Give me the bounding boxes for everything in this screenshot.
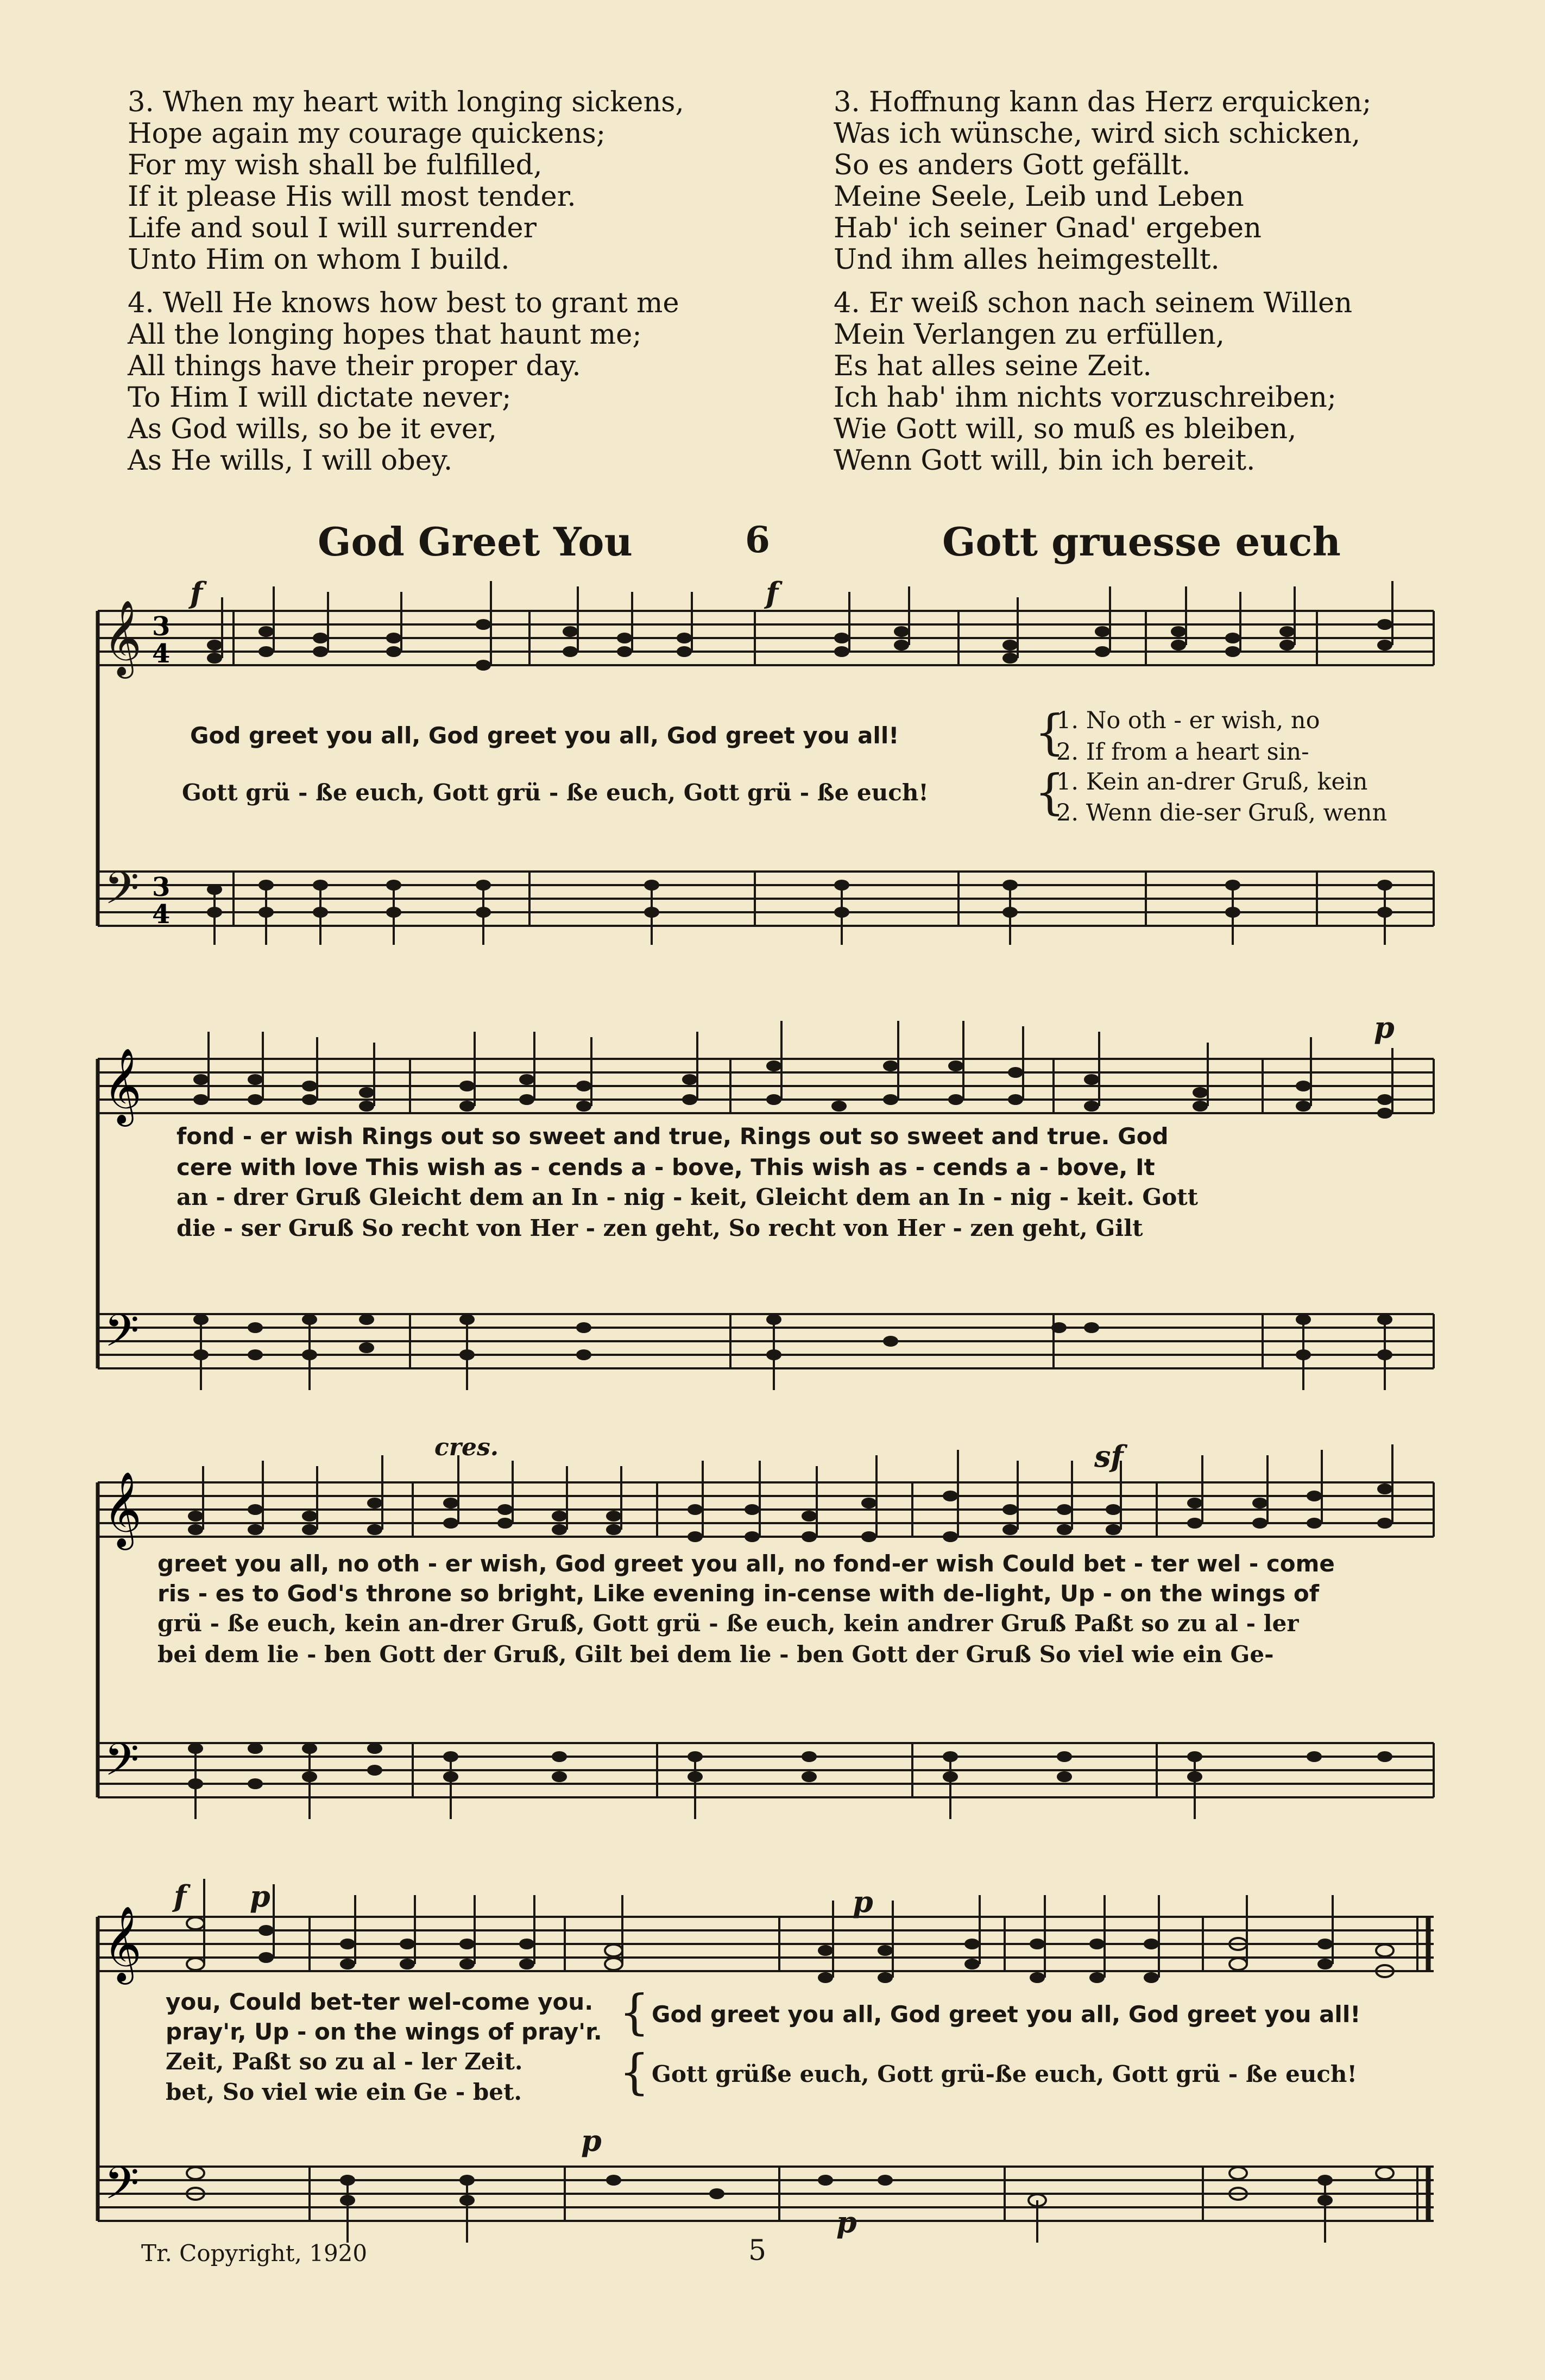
hymn-number: 6 <box>745 519 770 561</box>
english-stanza-4 <box>128 288 812 477</box>
german-verses <box>834 87 1474 489</box>
german-verse-line: Was ich wünsche, wird sich schicken, <box>834 118 1361 150</box>
copyright-notice: Tr. Copyright, 1920 <box>141 2240 368 2267</box>
dynamic-piano-3: p <box>853 1884 873 1919</box>
english-verse-line: For my wish shall be fulfilled, <box>128 149 543 181</box>
german-stanza-4 <box>834 288 1474 477</box>
german-verse-line: Und ihm alles heimgestellt. <box>834 244 1220 276</box>
svg-text:𝄞: 𝄞 <box>103 1906 142 1981</box>
svg-text:𝄢: 𝄢 <box>104 2157 140 2220</box>
german-verse-line: 3. Hoffnung kann das Herz erquicken; <box>834 86 1372 118</box>
svg-text:𝄞: 𝄞 <box>103 1472 142 1547</box>
english-verse-line: 4. Well He knows how best to grant me <box>128 287 679 319</box>
english-verse-line: As He wills, I will obey. <box>128 445 453 477</box>
svg-text:4: 4 <box>152 899 171 930</box>
verse-line-1-2: 2. If from a heart sin- <box>1056 738 1309 766</box>
lyric-english-1: God greet you all, God greet you all, God greet you all! <box>190 722 899 749</box>
lyric-german-1: Gott grü - ße euch, Gott grü - ße euch, Gott grü - ße euch! <box>182 779 929 806</box>
hymn-title-english: God Greet You <box>318 519 633 565</box>
german-verse-line: So es anders Gott gefällt. <box>834 149 1191 181</box>
svg-text:𝄞: 𝄞 <box>103 1048 142 1123</box>
dynamic-sforzando: sf <box>1094 1439 1124 1474</box>
lyric-line-4-3: Zeit, Paßt so zu al - ler Zeit. <box>166 2048 523 2075</box>
german-verse-line: Hab' ich seiner Gnad' ergeben <box>834 212 1262 244</box>
lyric-line-3-2: ris - es to God's throne so bright, Like evening in-cense with de-light, Up - on the wings of <box>157 1580 1319 1607</box>
dynamic-forte-1: f <box>190 576 203 610</box>
dynamic-piano-5: p <box>836 2205 857 2239</box>
lyric-line-4-1: you, Could bet-ter wel-come you. <box>166 1988 594 2015</box>
dynamic-piano-2: p <box>250 1879 270 1914</box>
lyric-line-2-2: cere with love This wish as - cends a - bove, This wish as - cends a - bove, It <box>176 1154 1155 1180</box>
german-verse-line: Es hat alles seine Zeit. <box>834 350 1152 382</box>
lyric-line-3-4: bei dem lie - ben Gott der Gruß, Gilt bei dem lie - ben Gott der Gruß So viel wie ein Ge- <box>157 1641 1274 1668</box>
lyric-line-2-1: fond - er wish Rings out so sweet and true, Rings out so sweet and true. God <box>176 1123 1169 1150</box>
german-stanza-3 <box>834 87 1474 276</box>
dynamic-forte-3: f <box>174 1879 187 1914</box>
brace-1a: { <box>1035 704 1065 760</box>
hymn-title-row <box>0 519 1545 567</box>
english-verse-line: Unto Him on whom I build. <box>128 244 510 276</box>
english-verse-line: All the longing hopes that haunt me; <box>128 319 642 351</box>
refrain-german: Gott grüße euch, Gott grü-ße euch, Gott grü - ße euch! <box>652 2061 1357 2087</box>
brace-1b: { <box>1035 764 1065 820</box>
english-verse-line: Hope again my courage quickens; <box>128 118 606 150</box>
english-verse-line: All things have their proper day. <box>128 350 581 382</box>
german-verse-line: 4. Er weiß schon nach seinem Willen <box>834 287 1353 319</box>
lyric-line-4-4: bet, So viel wie ein Ge - bet. <box>166 2079 522 2105</box>
svg-text:3: 3 <box>152 872 171 902</box>
verse-line-1-4: 2. Wenn die-ser Gruß, wenn <box>1056 799 1388 826</box>
svg-text:4: 4 <box>152 639 171 669</box>
english-stanza-3 <box>128 87 812 276</box>
lyric-line-4-2: pray'r, Up - on the wings of pray'r. <box>166 2018 602 2045</box>
verse-line-1-3: 1. Kein an-drer Gruß, kein <box>1056 768 1368 796</box>
lyric-line-2-3: an - drer Gruß Gleicht dem an In - nig - keit, Gleicht dem an In - nig - keit. Gott <box>176 1184 1199 1210</box>
lyric-line-3-1: greet you all, no oth - er wish, God greet you all, no fond-er wish Could bet - ter wel - come <box>157 1550 1335 1577</box>
german-verse-line: Ich hab' ihm nichts vorzuschreiben; <box>834 382 1336 414</box>
svg-text:𝄞: 𝄞 <box>103 600 142 676</box>
brace-4a: { <box>619 1984 649 2040</box>
lyric-line-3-3: grü - ße euch, kein an-drer Gruß, Gott grü - ße euch, kein andrer Gruß Paßt so zu al - ler <box>157 1610 1299 1637</box>
svg-text:𝄢: 𝄢 <box>104 1304 140 1368</box>
english-verse-line: If it please His will most tender. <box>128 181 576 213</box>
music-system-4 <box>92 1863 1436 2243</box>
english-verses <box>128 87 812 489</box>
german-verse-line: Mein Verlangen zu erfüllen, <box>834 319 1225 351</box>
dynamic-piano-1: p <box>1374 1010 1395 1045</box>
german-verse-line: Wenn Gott will, bin ich bereit. <box>834 445 1256 477</box>
refrain-english: God greet you all, God greet you all, God greet you all! <box>652 2001 1361 2028</box>
dynamic-crescendo: cres. <box>434 1434 499 1461</box>
svg-text:3: 3 <box>152 611 171 642</box>
verse-line-1-1: 1. No oth - er wish, no <box>1056 707 1320 734</box>
svg-text:𝄢: 𝄢 <box>104 862 140 925</box>
german-verse-line: Wie Gott will, so muß es bleiben, <box>834 413 1297 445</box>
svg-text:𝄢: 𝄢 <box>104 1733 140 1797</box>
dynamic-forte-2: f <box>766 576 779 610</box>
english-verse-line: Life and soul I will surrender <box>128 212 537 244</box>
english-verse-line: To Him I will dictate never; <box>128 382 512 414</box>
music-system-2 <box>92 999 1436 1434</box>
brace-4b: { <box>619 2044 649 2100</box>
english-verse-line: As God wills, so be it ever, <box>128 413 497 445</box>
dynamic-piano-4: p <box>581 2123 602 2158</box>
german-verse-line: Meine Seele, Leib und Leben <box>834 181 1244 213</box>
page-number: 5 <box>748 2234 767 2267</box>
music-system-3 <box>92 1428 1436 1863</box>
hymn-title-german: Gott gruesse euch <box>942 519 1341 565</box>
music-system-1 <box>92 565 1436 999</box>
lyric-line-2-4: die - ser Gruß So recht von Her - zen geht, So recht von Her - zen geht, Gilt <box>176 1215 1143 1241</box>
english-verse-line: 3. When my heart with longing sickens, <box>128 86 684 118</box>
